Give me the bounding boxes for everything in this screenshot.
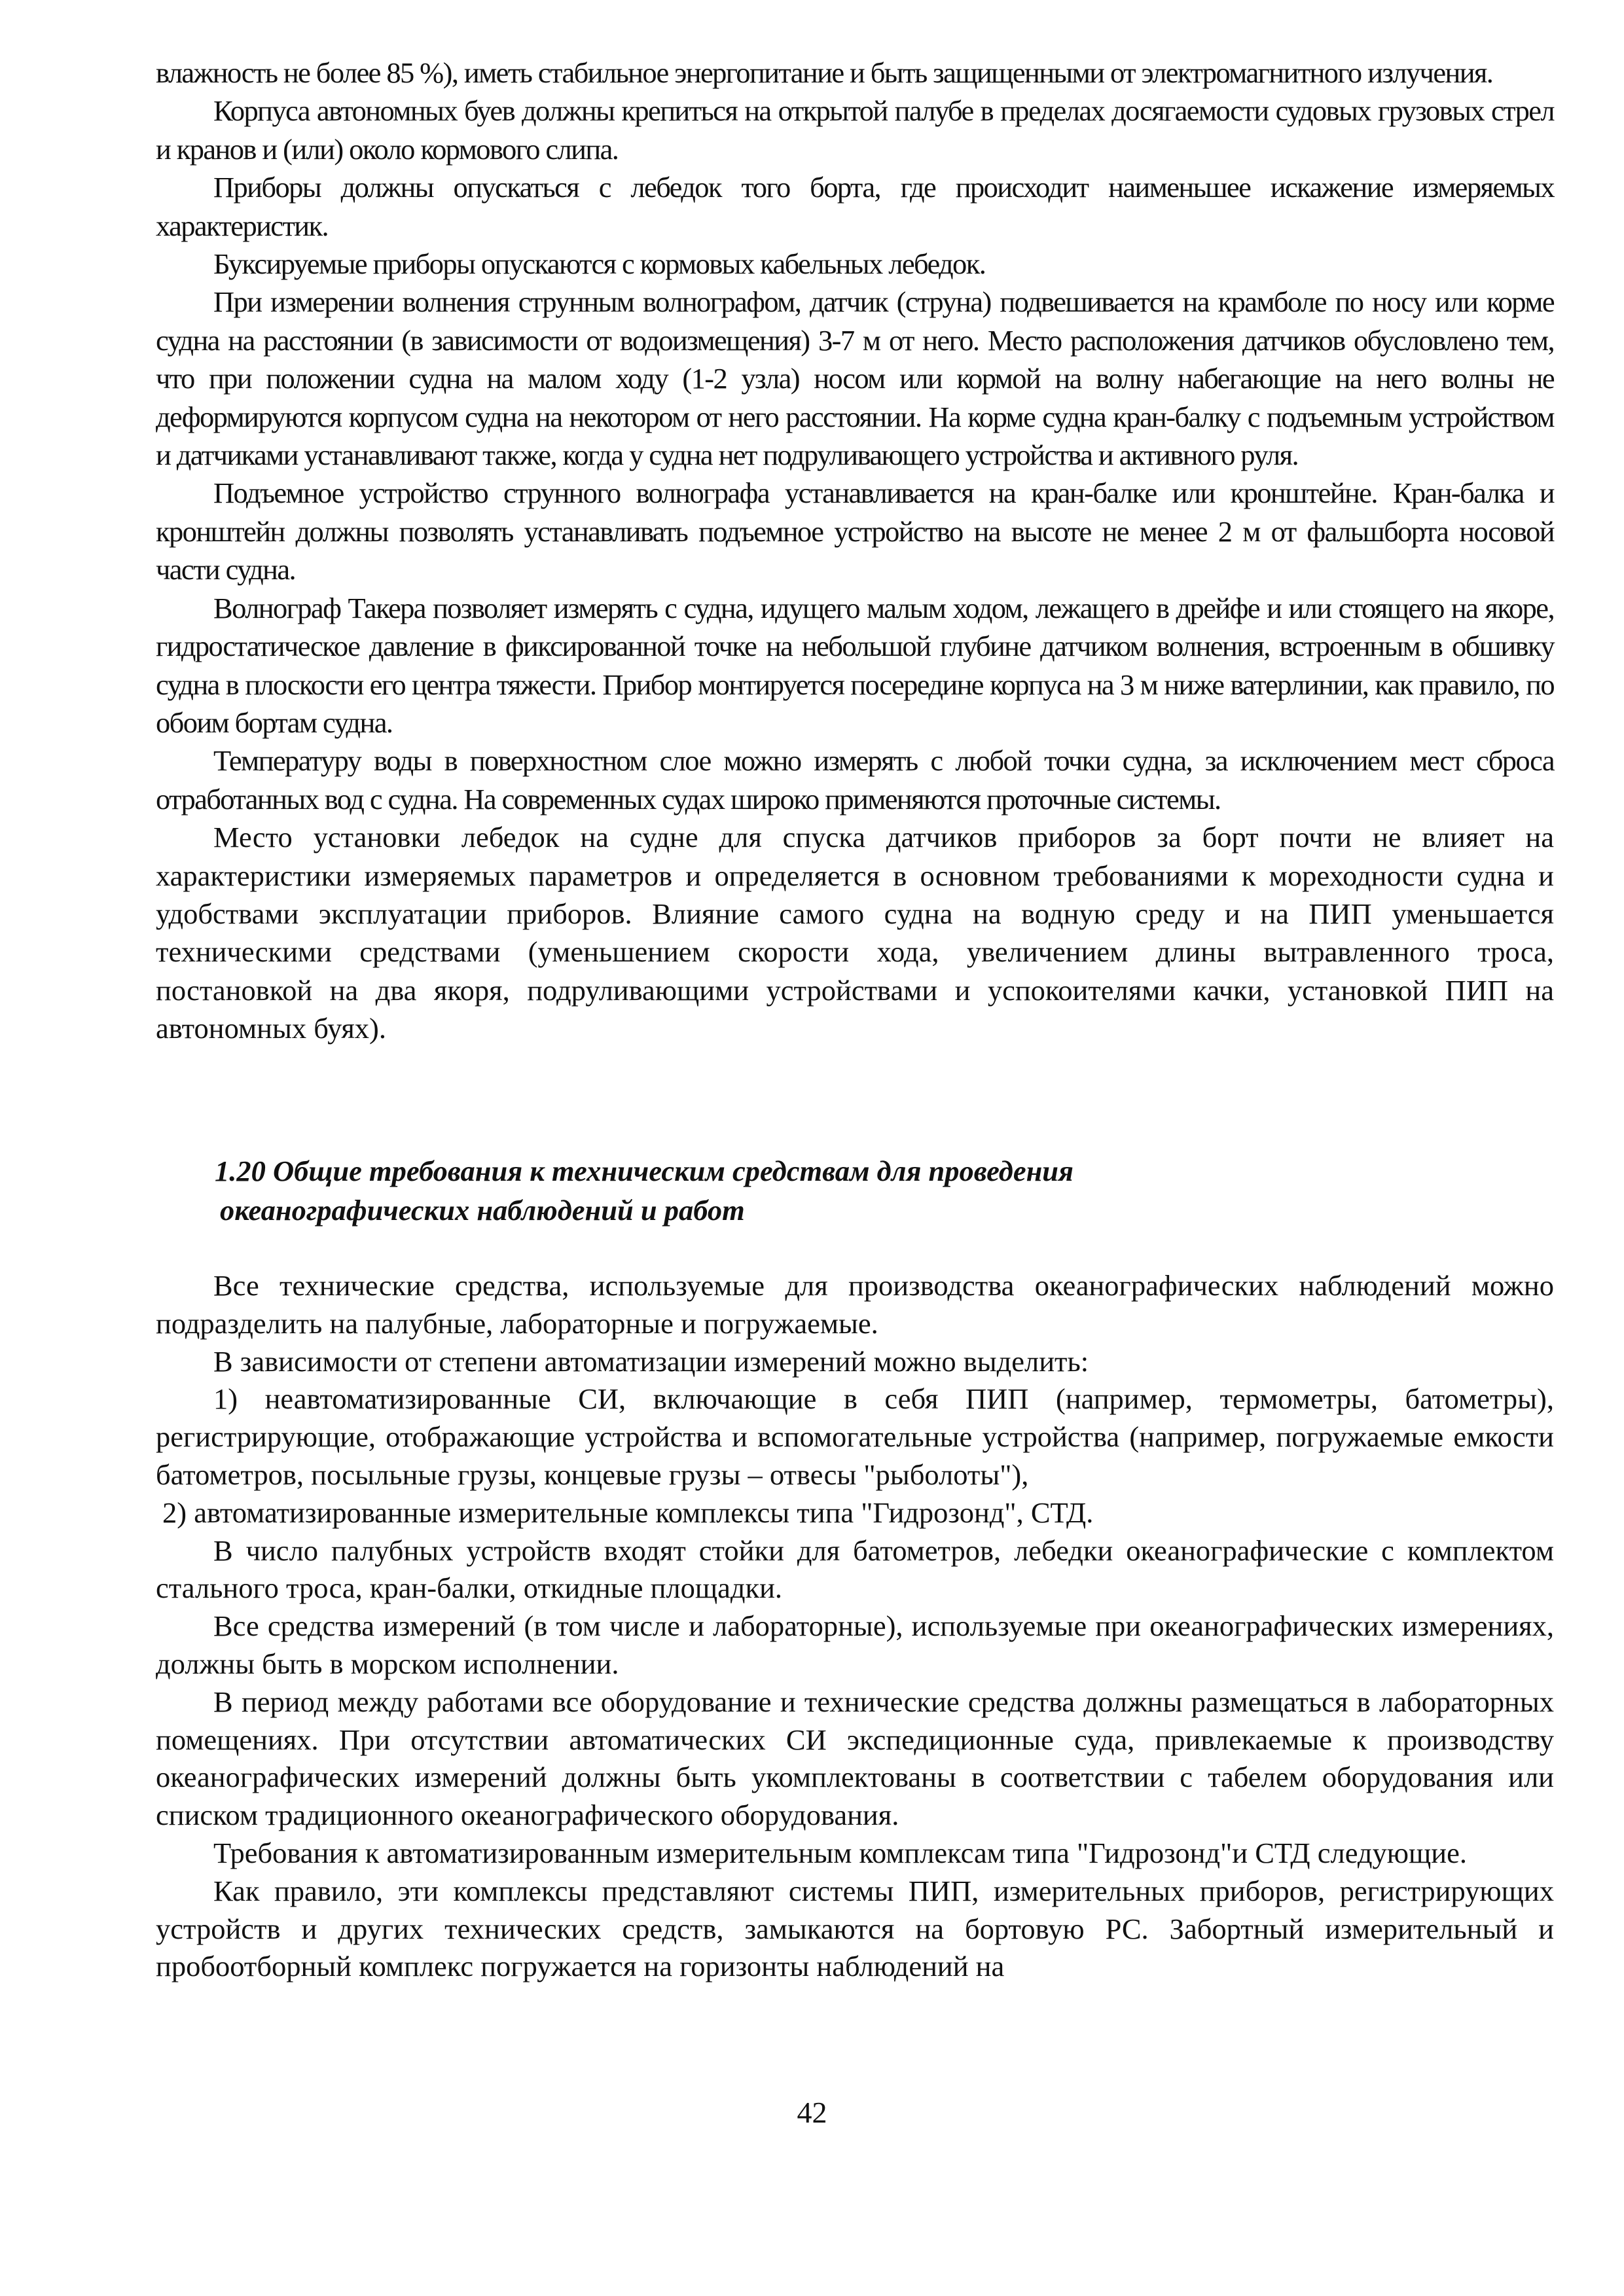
section-heading-line-2: океанографических наблюдений и работ <box>220 1194 745 1227</box>
paragraph: Все технические средства, используемые для производства океанографических наблюдений можно подразделить на палубные, лабораторные и погружаемые. <box>156 1269 1554 1340</box>
section-heading-line-1: 1.20 Общие требования к техническим средствам для проведения <box>215 1155 1074 1187</box>
paragraph: Место установки лебедок на судне для спуска датчиков приборов за борт почти не влияет на характеристики измеряемых параметров и определяется в основном требованиями к мореходности судна и удобствами эксплуатации приборов. Влияние самого судна на водную среду и на ПИП уменьшается техническими средствами (уменьшением скорости хода, увеличением длины вытравленного троса, постановкой на два якоря, подруливающими устройствами и успокоителями качки, установкой ПИП на автономных буях). <box>156 821 1554 1045</box>
paragraph: В число палубных устройств входят стойки для батометров, лебедки океанографические с комплектом стального троса, кран-балки, откидные площадки. <box>156 1534 1554 1605</box>
paragraph: Волнограф Такера позволяет измерять с судна, идущего малым ходом, лежащего в дрейфе и или стоящего на якоре, гидростатическое давление в фиксированной точке на небольшой глубине датчиком волнения, встроенным в обшивку судна в плоскости его центра тяжести. Прибор монтируется посередине корпуса на 3 м ниже ватерлинии, как правило, по обоим бортам судна. <box>156 591 1554 739</box>
list-item: 1) неавтоматизированные СИ, включающие в себя ПИП (например, термометры, батометры), регистрирующие, отображающие устройства и вспомогательные устройства (например, погружаемые емкости батометров, посыльные грузы, концевые грузы – отвесы "рыболоты"), <box>156 1382 1554 1491</box>
paragraph: влажность не более 85 %), иметь стабильное энергопитание и быть защищенными от электромагнитного излучения. <box>156 56 1493 89</box>
text-block-top <box>156 54 1554 1048</box>
paragraph: Требования к автоматизированным измерительным комплексам типа "Гидрозонд"и СТД следующие. <box>213 1836 1467 1869</box>
paragraph: При измерении волнения струнным волнографом, датчик (струна) подвешивается на крамболе по носу или корме судна на расстоянии (в зависимости от водоизмещения) 3-7 м от него. Место расположения датчиков обусловлено тем, что при положении судна на малом ходу (1-2 узла) носом или кормой на волну набегающие на него волны не деформируются корпусом судна на некотором от него расстоянии. На корме судна кран-балку с подъемным устройством и датчиками устанавливают также, когда у судна нет подруливающего устройства и активного руля. <box>156 285 1554 472</box>
paragraph: Как правило, эти комплексы представляют системы ПИП, измерительных приборов, регистрирующих устройств и других технических средств, замыкаются на бортовую РС. Забортный измерительный и пробоотборный комплекс погружается на горизонты наблюдений на <box>156 1874 1554 1983</box>
paragraph: Корпуса автономных буев должны крепиться на открытой палубе в пределах досягаемости судовых грузовых стрел и кранов и (или) около кормового слипа. <box>156 94 1554 166</box>
list-item: 2) автоматизированные измерительные комплексы типа "Гидрозонд", СТД. <box>162 1496 1094 1529</box>
paragraph: Подъемное устройство струнного волнографа устанавливается на кран-балке или кронштейне. Кран-балка и кронштейн должны позволять устанавливать подъемное устройство на высоте не менее 2 м от фальшборта носовой части судна. <box>156 476 1554 586</box>
paragraph: Приборы должны опускаться с лебедок того борта, где происходит наименьшее искажение измеряемых характеристик. <box>156 171 1554 242</box>
paragraph: Температуру воды в поверхностном слое можно измерять с любой точки судна, за исключением мест сброса отработанных вод с судна. На современных судах широко применяются проточные системы. <box>156 744 1554 816</box>
page-number: 42 <box>797 2096 827 2129</box>
paragraph: В зависимости от степени автоматизации измерений можно выделить: <box>213 1344 1089 1378</box>
paragraph: В период между работами все оборудование и технические средства должны размещаться в лабораторных помещениях. При отсутствии автоматических СИ экспедиционные суда, привлекаемые к производству океанографических измерений должны быть укомплектованы в соответствии с табелем оборудования или списком традиционного океанографического оборудования. <box>156 1685 1554 1832</box>
paragraph: Все средства измерений (в том числе и лабораторные), используемые при океанографических измерениях, должны быть в морском исполнении. <box>156 1609 1554 1680</box>
text-block-bottom <box>156 1267 1554 1986</box>
paragraph: Буксируемые приборы опускаются с кормовых кабельных лебедок. <box>213 247 986 281</box>
section-heading <box>215 1151 1458 1230</box>
